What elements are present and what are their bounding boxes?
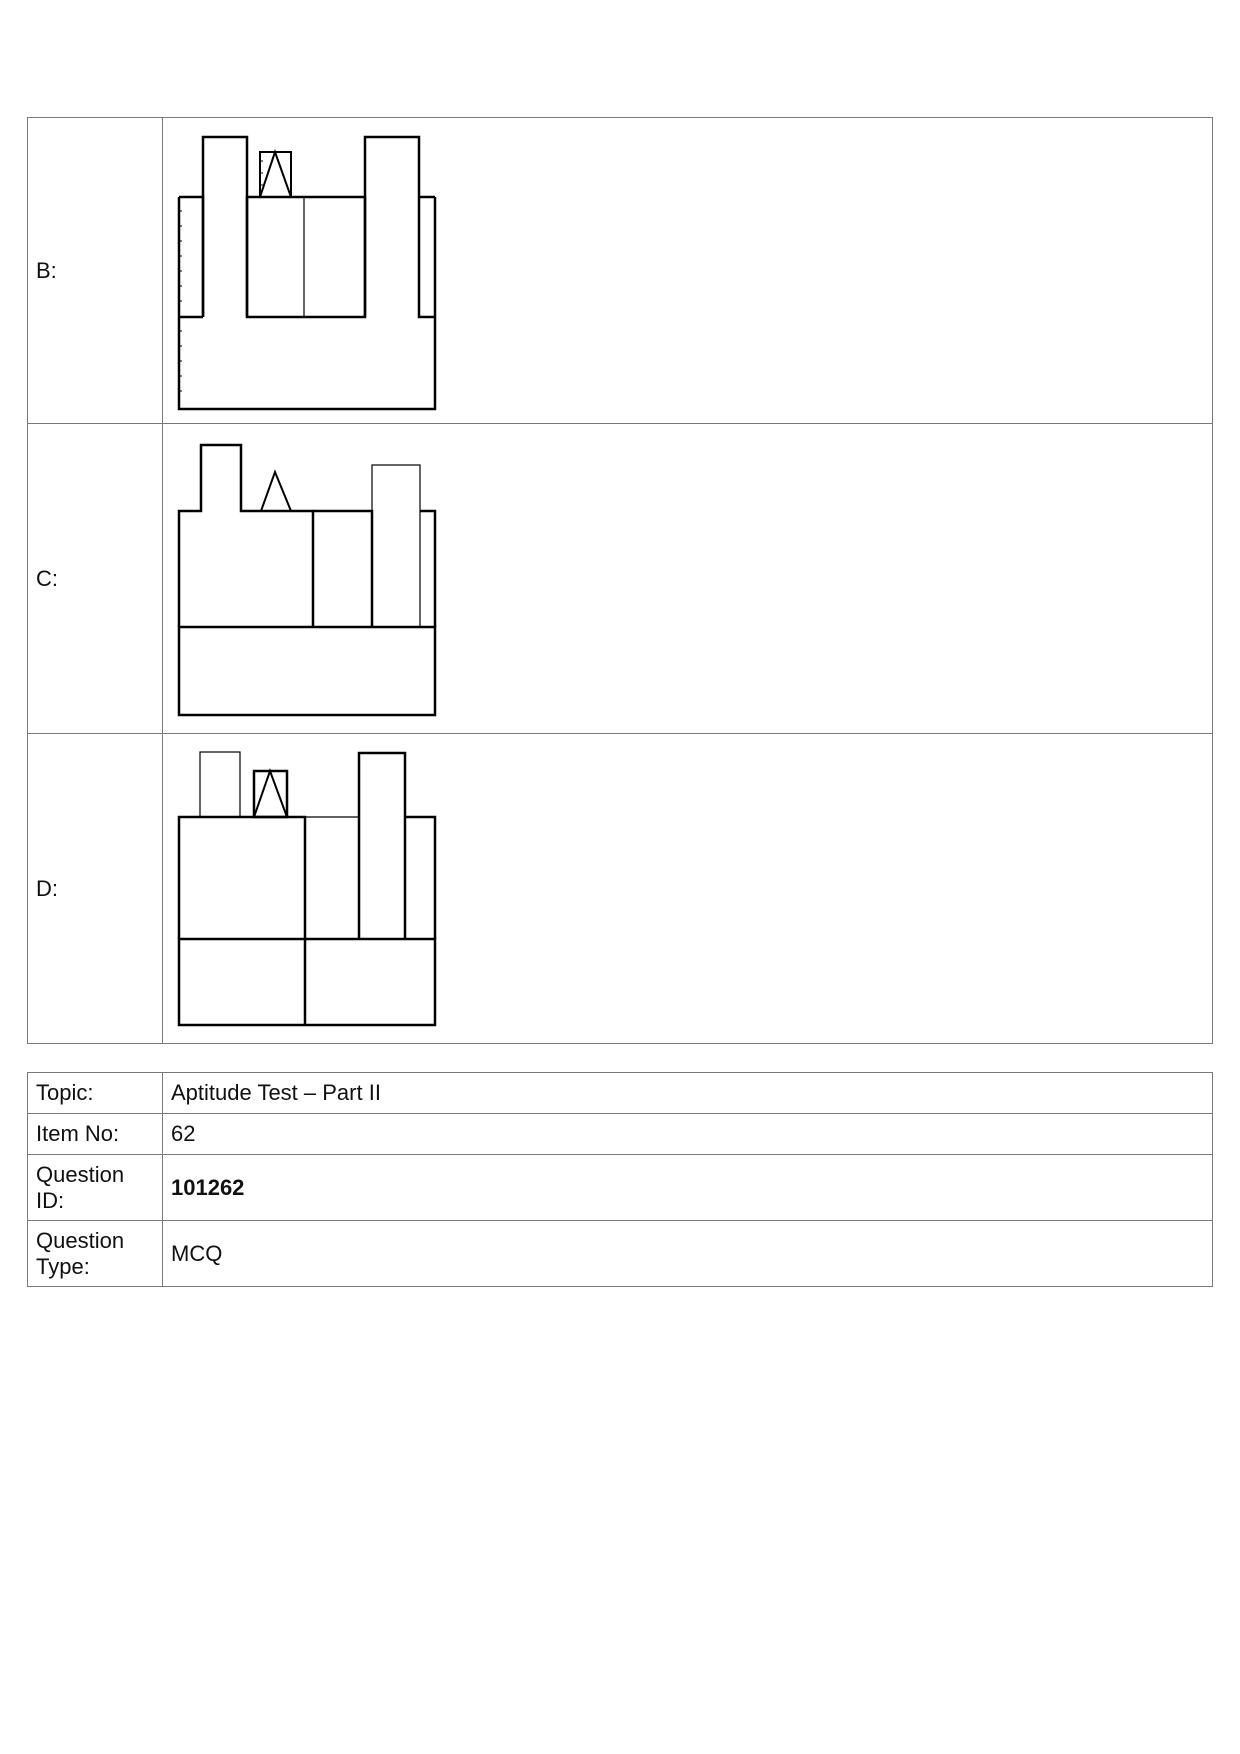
option-label-c: C:: [28, 424, 163, 734]
option-row-c: [28, 424, 1213, 734]
option-figure-d: [163, 734, 1213, 1044]
option-figure-c: [163, 424, 1213, 734]
topic-label: Topic:: [28, 1073, 163, 1114]
item-no-value: 62: [163, 1114, 1213, 1155]
figure-b-drawing: [163, 121, 463, 421]
option-row-b: [28, 118, 1213, 424]
question-type-label: Question Type:: [28, 1221, 163, 1287]
figure-d-drawing: [163, 737, 463, 1041]
item-no-label: Item No:: [28, 1114, 163, 1155]
topic-value: Aptitude Test – Part II: [163, 1073, 1213, 1114]
option-figure-b: [163, 118, 1213, 424]
option-label-b: B:: [28, 118, 163, 424]
answer-options-table: [27, 117, 1213, 1044]
question-id-row: [28, 1155, 1213, 1221]
item-no-row: [28, 1114, 1213, 1155]
question-type-row: [28, 1221, 1213, 1287]
question-id-value: 101262: [163, 1155, 1213, 1221]
question-id-label: Question ID:: [28, 1155, 163, 1221]
question-metadata-table: [27, 1072, 1213, 1287]
question-type-value: MCQ: [163, 1221, 1213, 1287]
topic-row: [28, 1073, 1213, 1114]
option-row-d: [28, 734, 1213, 1044]
figure-c-drawing: [163, 427, 463, 731]
option-label-d: D:: [28, 734, 163, 1044]
